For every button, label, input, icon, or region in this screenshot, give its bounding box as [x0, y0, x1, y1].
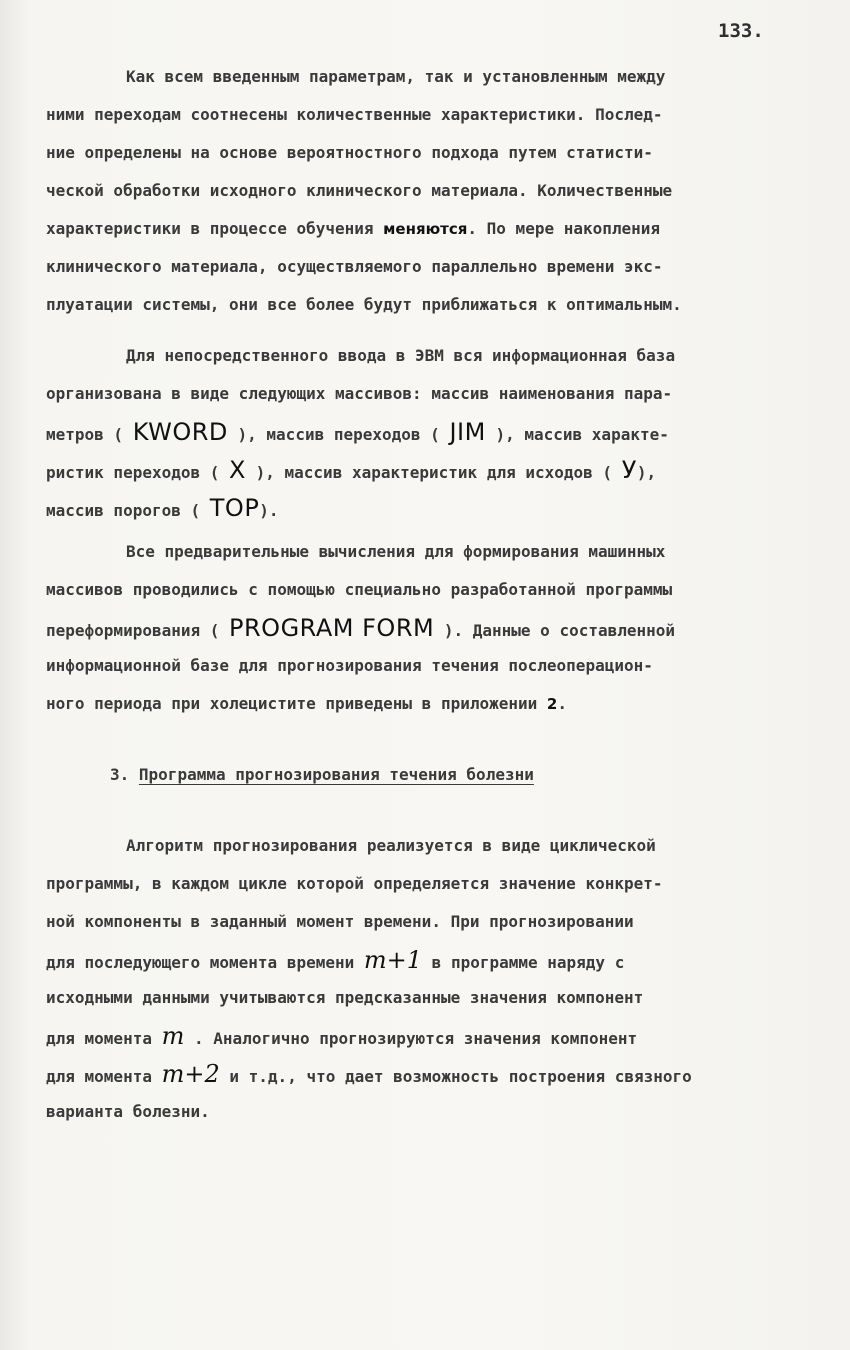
text-fragment: ). Данные о составленной [443, 621, 676, 640]
text-fragment: для последующего момента времени [46, 953, 355, 972]
text-line: Все предварительные вычисления для формирования машинных [126, 542, 666, 561]
text-line: массивов проводились с помощью специально разработанной программы [46, 580, 673, 599]
text-line: варианта болезни. [46, 1102, 210, 1121]
text-fragment: в программе наряду с [431, 953, 625, 972]
text-line: Алгоритм прогнозирования реализуется в виде циклической [126, 836, 656, 855]
text-line [46, 413, 806, 451]
text-line [46, 941, 806, 979]
text-line: исходными данными учитываются предсказанные значения компонент [46, 988, 644, 1007]
text-line: ними переходам соотнесены количественные характеристики. Послед- [46, 105, 663, 124]
handwritten-appendix-number: 2 [546, 695, 558, 713]
text-line: плуатации системы, они все более будут приближаться к оптимальным. [46, 295, 682, 314]
paragraph-2 [46, 337, 806, 527]
text-line: клинического материала, осуществляемого параллельно времени экс- [46, 257, 663, 276]
text-fragment: ристик переходов ( [46, 463, 220, 482]
text-line: организована в виде следующих массивов: массив наименования пара- [46, 384, 673, 403]
text-fragment: . [557, 694, 567, 713]
text-line [46, 210, 806, 248]
handwritten-y: У [621, 456, 637, 484]
section-title: Программа прогнозирования течения болезни [138, 765, 534, 784]
page-number: 133. [718, 20, 764, 42]
text-line: информационной базе для прогнозирования течения послеоперацион- [46, 656, 653, 675]
text-line [46, 489, 806, 527]
text-line [46, 1055, 806, 1093]
text-fragment: и т.д., что дает возможность построения связного [229, 1067, 692, 1086]
text-line: Для непосредственного ввода в ЭВМ вся информационная база [126, 346, 676, 365]
paragraph-1 [46, 58, 806, 324]
text-fragment: ), массив характеристик для исходов ( [255, 463, 613, 482]
text-line [46, 1017, 806, 1055]
handwritten-m-plus-1: m+1 [363, 946, 423, 974]
text-line [46, 609, 806, 647]
paragraph-3 [46, 533, 806, 723]
handwritten-jim: JIM [449, 418, 486, 446]
text-line: программы, в каждом цикле которой определяется значение конкрет- [46, 874, 663, 893]
text-fragment: массив порогов ( [46, 501, 201, 520]
text-fragment: ), массив переходов ( [237, 425, 440, 444]
text-line [46, 685, 806, 723]
handwritten-top: TOP [209, 494, 260, 522]
text-line: ческой обработки исходного клинического материала. Количественные [46, 181, 673, 200]
text-fragment: ), [636, 463, 657, 482]
text-fragment: ). [259, 501, 279, 520]
text-line: ние определены на основе вероятностного подхода путем статисти- [46, 143, 653, 162]
text-fragment: . Аналогично прогнозируются значения компонент [194, 1029, 638, 1048]
text-fragment: метров ( [46, 425, 124, 444]
section-number: 3. [110, 765, 130, 784]
handwritten-x: X [229, 456, 246, 484]
text-fragment: ), массив характе- [495, 425, 669, 444]
handwritten-program-form: PROGRAM FORM [229, 614, 435, 642]
text-fragment: переформирования ( [46, 621, 220, 640]
text-fragment: для момента [46, 1029, 152, 1048]
text-line: Как всем введенным параметрам, так и установленным между [126, 67, 666, 86]
handwritten-m-plus-2: m+2 [161, 1060, 220, 1088]
handwritten-kword: KWORD [132, 418, 228, 446]
text-fragment: для момента [46, 1067, 152, 1086]
handwritten-m: m [161, 1022, 185, 1050]
paragraph-4 [46, 827, 806, 1131]
handwritten-word: меняются [383, 220, 468, 238]
text-line: ной компоненты в заданный момент времени. При прогнозировании [46, 912, 634, 931]
text-fragment: характеристики в процессе обучения [46, 219, 374, 238]
section-heading [110, 765, 544, 784]
text-line [46, 451, 806, 489]
text-fragment: . По мере накопления [467, 219, 661, 238]
text-fragment: ного периода при холецистите приведены в приложении [46, 694, 538, 713]
